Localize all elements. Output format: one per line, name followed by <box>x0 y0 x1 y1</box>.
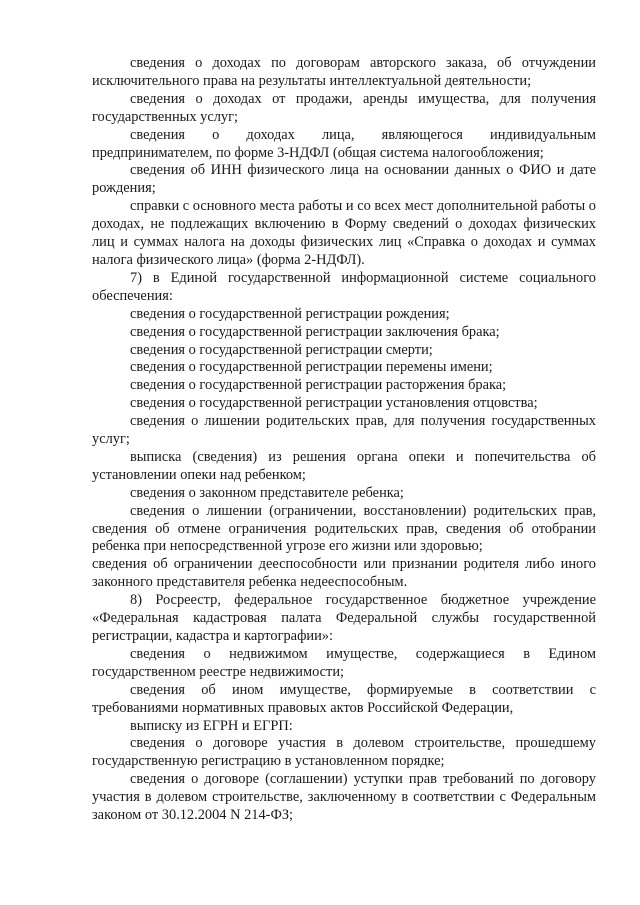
paragraph: сведения о государственной регистрации перемены имени; <box>130 359 493 376</box>
paragraph: справки с основного места работы и со всех мест дополнительной работы о доходах, не подлежащих включению в Форму сведений о доходах физических лиц и суммах налога на доходы физических лиц «Справка о доходах и суммах налога физического лица» (форма 2-НДФЛ). <box>92 198 596 268</box>
paragraph: сведения о доходах лица, являющегося индивидуальным предпринимателем, по форме 3-НДФЛ (общая система налогообложения; <box>92 126 596 161</box>
paragraph: сведения о доходах от продажи, аренды имущества, для получения государственных услуг; <box>92 90 596 125</box>
paragraph: сведения о государственной регистрации установления отцовства; <box>130 395 538 412</box>
document-body <box>92 55 596 825</box>
paragraph: выписку из ЕГРН и ЕГРП: <box>130 717 293 734</box>
paragraph: сведения о государственной регистрации рождения; <box>130 305 450 322</box>
paragraph: 7) в Единой государственной информационной системе социального обеспечения: <box>92 269 596 304</box>
paragraph: сведения об ограничении дееспособности или признании родителя либо иного законного представителя ребенка недееспособным. <box>92 556 596 591</box>
paragraph: сведения о лишении (ограничении, восстановлении) родительских прав, сведения об отмене ограничения родительских прав, сведения об отобрании ребенка при непосредственной угрозе его жизни или здоровью; <box>92 502 596 555</box>
paragraph: сведения о недвижимом имуществе, содержащиеся в Едином государственном реестре недвижимости; <box>92 645 596 680</box>
paragraph: сведения о договоре (соглашении) уступки прав требований по договору участия в долевом строительстве, заключенному в соответствии с Федеральным законом от 30.12.2004 N 214-ФЗ; <box>92 771 596 824</box>
paragraph: сведения о законном представителе ребенка; <box>130 484 404 501</box>
paragraph: сведения о государственной регистрации смерти; <box>130 341 433 358</box>
paragraph: сведения о государственной регистрации расторжения брака; <box>130 377 507 394</box>
paragraph: сведения о лишении родительских прав, для получения государственных услуг; <box>92 413 596 448</box>
paragraph: выписка (сведения) из решения органа опеки и попечительства об установлении опеки над ребенком; <box>92 448 596 483</box>
paragraph: сведения об ИНН физического лица на основании данных о ФИО и дате рождения; <box>92 162 596 197</box>
paragraph: сведения о государственной регистрации заключения брака; <box>130 323 500 340</box>
paragraph: 8) Росреестр, федеральное государственное бюджетное учреждение «Федеральная кадастровая палата Федеральной службы государственной регистрации, кадастра и картографии»: <box>92 592 596 644</box>
paragraph: сведения о доходах по договорам авторского заказа, об отчуждении исключительного права на результаты интеллектуальной деятельности; <box>92 55 596 89</box>
paragraph: сведения об ином имуществе, формируемые в соответствии с требованиями нормативных правовых актов Российской Федерации, <box>92 681 596 716</box>
paragraph: сведения о договоре участия в долевом строительстве, прошедшему государственную регистрацию в установленном порядке; <box>92 735 596 770</box>
